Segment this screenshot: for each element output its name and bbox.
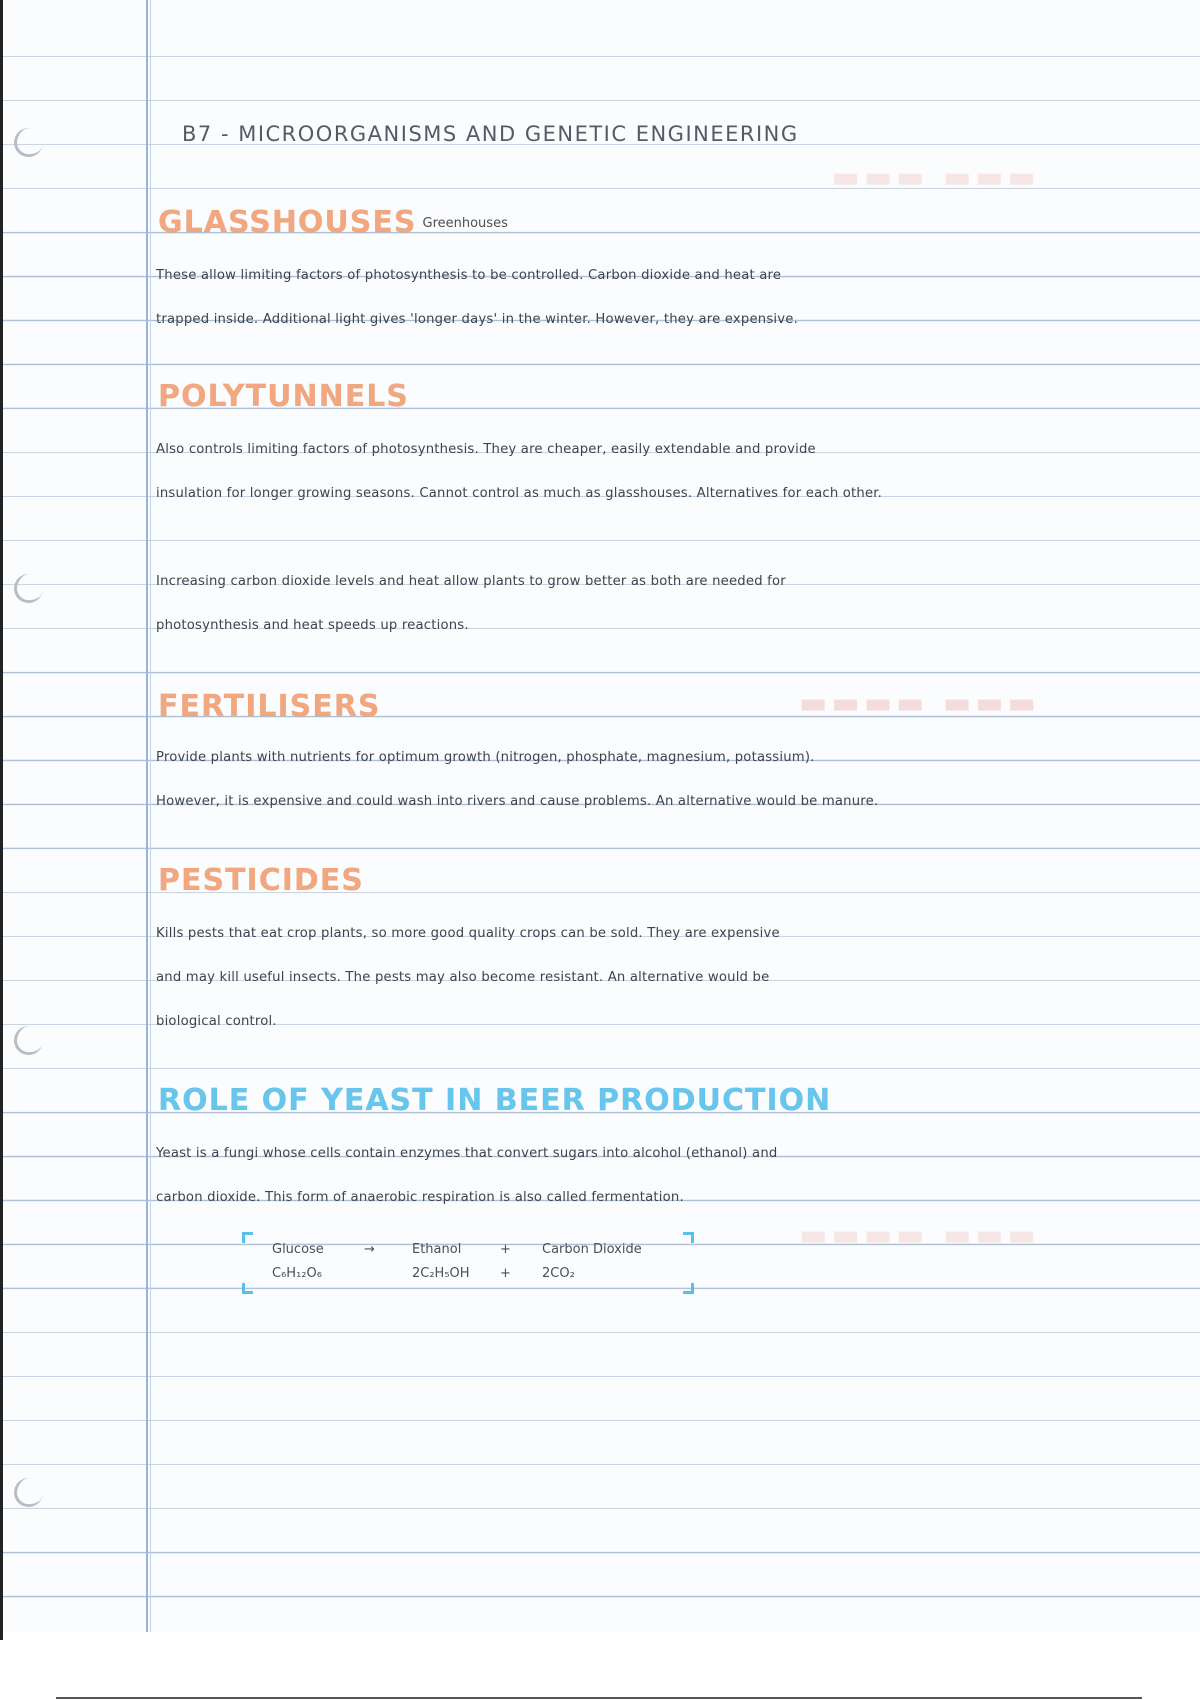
eq-word: + [500,1242,511,1257]
heading-text: ROLE OF YEAST IN BEER PRODUCTION [158,1083,832,1118]
note-line: These allow limiting factors of photosynthesis to be controlled. Carbon dioxide and heat are [156,268,782,283]
eq-formula: 2CO₂ [542,1266,575,1281]
show-through-smudge: ▬▬▬▬ ▬▬▬ [799,1218,1040,1253]
eq-formula: + [500,1266,511,1281]
bracket-corner [242,1283,253,1294]
note-line: Provide plants with nutrients for optimum growth (nitrogen, phosphate, magnesium, potassium). [156,750,815,765]
margin-line-inner [150,0,151,1632]
heading-polytunnels [158,378,409,416]
eq-word: Carbon Dioxide [542,1242,642,1257]
heading-yeast-beer-production [158,1082,831,1120]
note-line: Kills pests that eat crop plants, so more good quality crops can be sold. They are expensive [156,926,780,941]
heading-text: POLYTUNNELS [158,379,409,414]
bottom-rule [56,1697,1142,1699]
heading-glasshouses [158,204,508,243]
note-line: Increasing carbon dioxide levels and heat allow plants to grow better as both are needed for [156,574,786,589]
note-line: However, it is expensive and could wash into rivers and cause problems. An alternative would be manure. [156,794,879,809]
note-line: and may kill useful insects. The pests may also become resistant. An alternative would be [156,970,770,985]
show-through-smudge: ▬▬▬ ▬▬▬ [831,160,1040,195]
heading-text: GLASSHOUSES [158,205,417,240]
margin-line [146,0,148,1632]
bracket-corner [683,1283,694,1294]
note-line: trapped inside. Additional light gives 'longer days' in the winter. However, they are expensive. [156,312,798,327]
arrow-icon: → [364,1242,375,1257]
note-line: Yeast is a fungi whose cells contain enzymes that convert sugars into alcohol (ethanol) and [156,1146,778,1161]
note-line: Also controls limiting factors of photosynthesis. They are cheaper, easily extendable and provide [156,442,816,457]
page-edge [0,0,3,1640]
note-line: insulation for longer growing seasons. Cannot control as much as glasshouses. Alternatives for each other. [156,486,883,501]
eq-formula: 2C₂H₅OH [412,1266,470,1281]
fermentation-equation [238,1232,698,1294]
note-line: carbon dioxide. This form of anaerobic respiration is also called fermentation. [156,1190,684,1205]
bracket-corner [242,1232,253,1243]
eq-word: Glucose [272,1242,324,1257]
heading-text: PESTICIDES [158,863,364,898]
heading-note-greenhouses: Greenhouses [422,215,508,231]
eq-word: Ethanol [412,1242,462,1257]
eq-formula: C₆H₁₂O₆ [272,1266,322,1281]
heading-text: FERTILISERS [158,689,381,724]
show-through-smudge: ▬▬▬▬ ▬▬▬ [799,686,1040,721]
page-title: B7 - MICROORGANISMS AND GENETIC ENGINEERING [182,122,799,146]
heading-fertilisers [158,688,380,726]
note-line: biological control. [156,1014,277,1029]
bracket-corner [683,1232,694,1243]
heading-pesticides [158,862,364,900]
note-line: photosynthesis and heat speeds up reactions. [156,618,469,633]
